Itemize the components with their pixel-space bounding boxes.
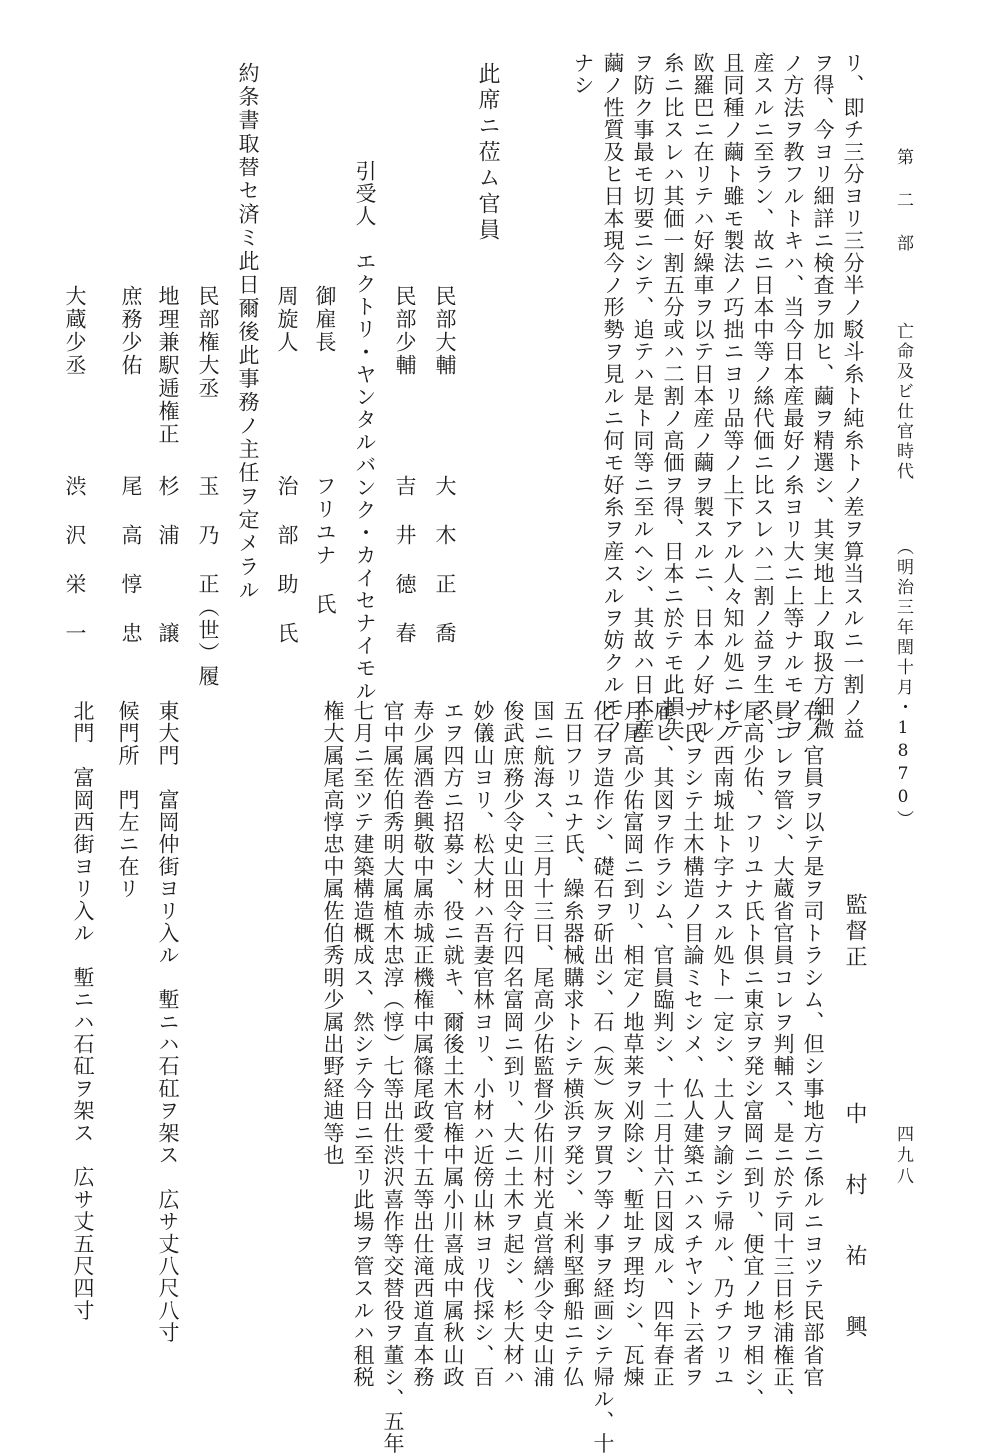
bottom-body-line: 五日フリユナ氏、繰糸器械購求トシテ横浜ヲ発シ、米利堅郵船ニテ仏 (561, 700, 585, 1389)
bottom-body-line: 寿少属酒巻興敬中属赤城正機権中属篠尾政愛十五等出仕滝西道直本務 (411, 700, 435, 1389)
top-body-line: ノ方法ヲ教フルトキハ、当今日本産最好ノ糸ヨリ大ニ上等ナルモノヲ (781, 52, 805, 741)
officials-heading: 此席ニ莅ム官員 (475, 62, 500, 244)
official-title: 御雇長 (313, 285, 337, 354)
bottom-body-line: 村ノ西南城址ト字ナスル処ト一定シ、土人ヲ諭シテ帰ル、乃チフリユ (711, 700, 735, 1389)
top-body-line: ヲ得、今ヨリ細詳ニ検査ヲ加ヒ、繭ヲ精選シ、其実地上ノ取扱方細微 (811, 52, 835, 741)
official-title: 民部大輔 (433, 285, 457, 377)
top-body-line: ヲ防ク事最モ切要ニシテ、追テハ是ト同等ニ至ルヘシ、其故ハ日本産 (631, 52, 655, 741)
official-name: 吉 井 徳 春 (393, 475, 417, 645)
header-chapter: 亡命及ビ仕官時代 (893, 322, 913, 482)
top-body-line: 繭ノ性質及ヒ日本現今ノ形勢ヲ見ルニ何モ好糸ヲ産スルヲ妨クルモノ (601, 52, 625, 741)
running-header (894, 148, 911, 830)
bottom-body-line: エヲ四方ニ招募シ、役ニ就キ、爾後土木官権中属小川喜成中属秋山政 (441, 700, 465, 1389)
top-body-line: ナシ (571, 52, 595, 97)
bottom-body-line: ナ氏ヲシテ土木構造ノ目論ミセシメ、仏人建築エハスチヤント云者ヲ (681, 700, 705, 1389)
bottom-body-line: 化石ヲ造作シ、礎石ヲ斫出シ、石（灰）灰ヲ買フ等ノ事ヲ経画シテ帰ル、十 (591, 700, 615, 1455)
bottom-body-line: 国ニ航海ス、三月十三日、尾高少佑監督少佑川村光貞営繕少令史山浦 (531, 700, 555, 1389)
appointee-title: 庶務少佑 (119, 285, 143, 377)
official-name: 治 部 助 氏 (275, 475, 299, 645)
bottom-body-line: 右ノ官員ヲ以テ是ヲ司トラシム、但シ事地方ニ係ルニヨツテ民部省官 (801, 700, 825, 1389)
top-body-line: 産スルニ至ラン、故ニ日本中等ノ絲代価ニ比スレハ二割ノ益ヲ生ス、 (751, 52, 775, 741)
gate-guardhouse: 候門所 門左ニ在リ (116, 700, 140, 900)
bottom-body-line: 尾高少佑、フリユナ氏ト倶ニ東京ヲ発シ富岡ニ到リ、便宜ノ地ヲ相シ、 (741, 700, 765, 1411)
bottom-body-line: 月尾高少佑富岡ニ到リ、相定ノ地草莱ヲ刈除シ、塹址ヲ理均シ、瓦煉 (621, 700, 645, 1389)
appointee-name: 尾 高 惇 忠 (119, 475, 143, 645)
official-name: 大 木 正 喬 (433, 475, 457, 645)
official-name: フリユナ 氏 (313, 475, 337, 616)
supervisor-title: 監督正 (842, 893, 867, 971)
top-body-line: 且同種ノ繭ト雖モ製法ノ巧拙ニヨリ品等ノ上下アル人々知ル処ニシテ (721, 52, 745, 741)
appointee-name: 渋 沢 栄 一 (63, 475, 87, 645)
top-body-line: 欧羅巴ニ在リテハ好繰車ヲ以テ日本産ノ繭ヲ製スルニ、日本ノ好ナル (691, 52, 715, 741)
appointee-name: 玉 乃 正（世）履 (196, 475, 220, 688)
appointee-title: 民部権大丞 (196, 285, 220, 400)
bottom-body-line: 員コレヲ管シ、大蔵省官員コレヲ判輔ス、是ニ於テ同十三日杉浦権正、 (771, 700, 795, 1411)
official-title: 引受人 エクトリ・ヤンタルバンク・カイセナイモル (353, 160, 377, 703)
bottom-body-line: 俊武庶務少令史山田令行四名富岡ニ到リ、大ニ土木ヲ起シ、杉大材ハ (501, 700, 525, 1389)
bottom-body-line: 官中属佐伯秀明大属植木忠淳（惇）七等出仕渋沢喜作等交替役ヲ董シ、五年 (381, 700, 405, 1455)
supervisor-name: 中 村 祐 興 (842, 1102, 867, 1349)
top-body-line: リ、即チ三分ヨリ三分半ノ駁斗糸ト純糸トノ差ヲ算当スルニ一割ノ益 (841, 52, 865, 741)
official-title: 民部少輔 (393, 285, 417, 377)
appointee-title: 大蔵少丞 (63, 285, 87, 377)
gate-north: 北門 富岡西街ヨリ入ル 塹ニハ石矼ヲ架ス 広サ丈五尺四寸 (71, 700, 95, 1322)
appointee-name: 杉 浦 譲 (156, 475, 180, 645)
treaty-line: 約条書取替セ済ミ此日爾後此事務ノ主任ヲ定メラル (236, 62, 260, 603)
bottom-body-line: 妙儀山ヨリ、松大材ハ吾妻官林ヨリ、小材ハ近傍山林ヨリ伐採シ、百 (471, 700, 495, 1389)
bottom-body-line: 雇ヒ、其図ヲ作ラシム、官員臨判シ、十二月廿六日図成ル、四年春正 (651, 700, 675, 1389)
header-era: （明治三年閏十月・1870） (893, 538, 913, 830)
top-body-line: 糸ニ比スレハ其価一割五分或ハ二割ノ高価ヲ得、日本ニ於テモ此損失 (661, 52, 685, 741)
page-number: 四九八 (893, 1125, 913, 1188)
appointee-title: 地理兼駅逓権正 (156, 285, 180, 446)
bottom-body-line: 七月ニ至ツテ建築構造概成ス、然シテ今日ニ至リ此場ヲ管スルハ租税 (351, 700, 375, 1389)
official-title: 周旋人 (275, 285, 299, 354)
header-section: 第 二 部 (893, 148, 913, 254)
bottom-body-line: 権大属尾高惇忠中属佐伯秀明少属出野経迪等也 (321, 700, 345, 1167)
gate-east: 東大門 富岡仲街ヨリ入ル 塹ニハ石矼ヲ架ス 広サ丈八尺八寸 (156, 700, 180, 1344)
